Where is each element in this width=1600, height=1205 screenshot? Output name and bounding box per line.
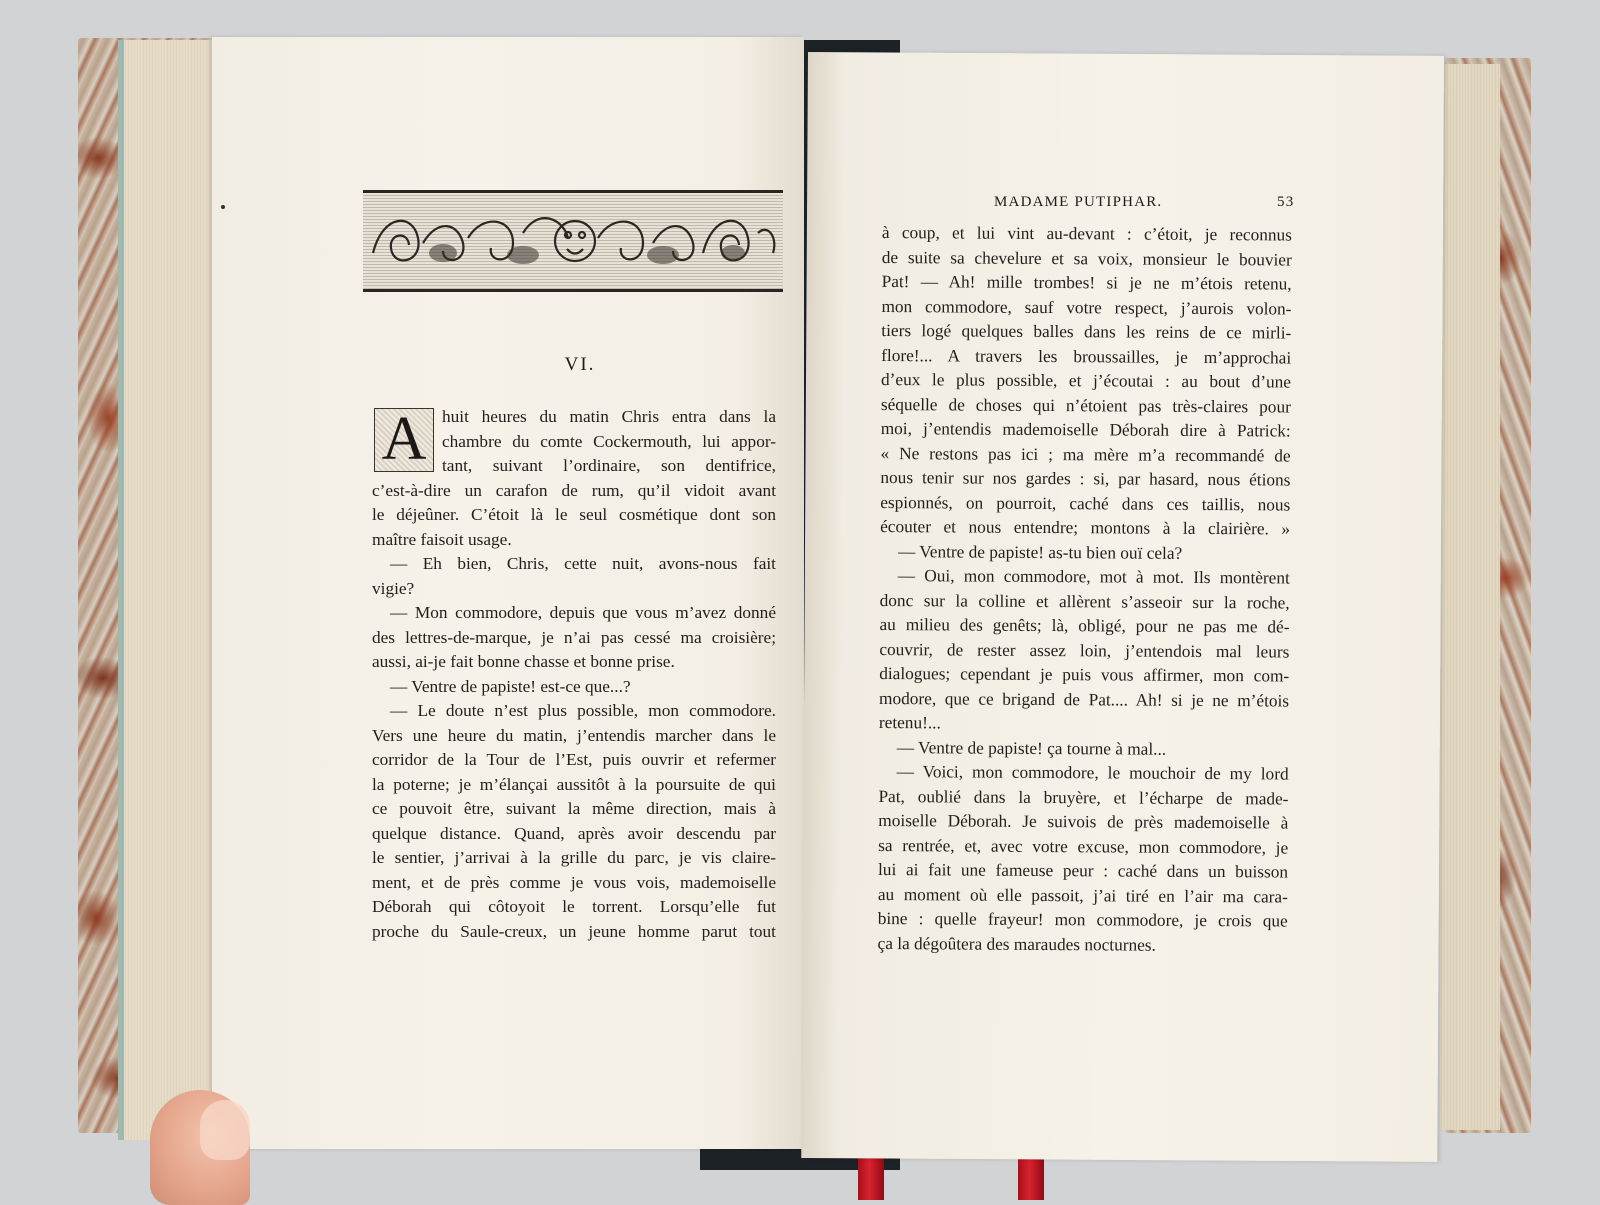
text-line: de suite sa chevelure et sa voix, monsieur le bouvier	[881, 247, 1292, 270]
text-line: — Mon commodore, depuis que vous m’avez donné	[390, 603, 776, 622]
text-line: — Eh bien, Chris, cette nuit, avons-nous fait	[390, 554, 776, 573]
text-line: — Ventre de papiste! ça tourne à mal...	[896, 737, 1167, 759]
right-page-text	[878, 221, 1292, 958]
text-line: à coup, et lui vint au-devant : c’étoit, je reconnus	[881, 222, 1292, 245]
text-line: écouter et nous entendre; montons à la clairière. »	[880, 516, 1291, 539]
text-line: c’est-à-dire un carafon de rum, qu’il vidoit avant	[372, 480, 776, 500]
text-line: aussi, ai-je fait bonne chasse et bonne prise.	[372, 652, 675, 671]
text-line: modore, que ce brigand de Pat.... Ah! si je ne m’étois	[879, 688, 1290, 710]
text-line: nous tenir sur nos gardes : si, par hasard, nous étions	[880, 467, 1291, 490]
text-line: Vers une heure du matin, j’entendis marcher dans le	[372, 725, 776, 745]
text-line: tant, suivant l’ordinaire, son dentifrice,	[442, 456, 776, 475]
text-line: — Le doute n’est plus possible, mon commodore.	[390, 701, 776, 720]
text-line: dialogues; cependant je puis vous affirmer, mon com-	[879, 663, 1290, 686]
text-line: bine : quelle frayeur! mon commodore, je crois que	[877, 908, 1288, 931]
chapter-number: VI.	[564, 354, 596, 375]
text-line: flore!... A travers les broussailles, je m’approchai	[881, 345, 1292, 368]
text-line: ça la dégoûtera des maraudes nocturnes.	[877, 933, 1156, 955]
text-line: moi, j’entendis mademoiselle Déborah dire à Patrick:	[880, 418, 1291, 441]
text-line: lui ai fait une fameuse peur : caché dans un buisson	[877, 859, 1289, 882]
text-line: couvrir, de rester assez loin, j’entendois mal leurs	[879, 639, 1290, 661]
text-line: mon commodore, sauf votre respect, j’aurois volon-	[881, 296, 1292, 319]
text-line: « Ne restons pas ici ; ma mère m’a recommandé de	[880, 443, 1291, 466]
text-line: des lettres-de-marque, je n’ai pas cessé ma croisière;	[372, 627, 776, 647]
text-line: la poterne; je m’élançai aussitôt à la poursuite de qui	[372, 774, 776, 794]
text-line: ment, et de près comme je vous vois, mademoiselle	[372, 872, 776, 892]
text-line: le sentier, j’arrivai à la grille du parc, je vis claire-	[372, 848, 776, 867]
text-line: séquelle de choses qui n’étoient pas très-claires pour	[880, 394, 1291, 417]
text-line: sa rentrée, et, avec votre excuse, mon commodore, je	[878, 835, 1289, 857]
text-line: moiselle Déborah. Je suivois de près mademoiselle à	[878, 810, 1289, 833]
page-edges-right	[1440, 64, 1500, 1130]
text-line: Pat! — Ah! mille trombes! si je ne m’étois retenu,	[881, 271, 1292, 294]
text-line: chambre du comte Cockermouth, lui appor-	[442, 431, 776, 451]
text-line: au milieu des genêts; là, obligé, pour ne pas me dé-	[879, 614, 1290, 637]
drop-cap-initial: A	[374, 408, 434, 472]
margin-mark	[221, 205, 225, 209]
text-line: — Ventre de papiste! est-ce que...?	[390, 676, 631, 696]
chapter-ornament-headpiece	[363, 190, 783, 292]
running-title: MADAME PUTIPHAR.	[994, 194, 1163, 210]
text-line: maître faisoit usage.	[372, 529, 512, 549]
text-line: tiers logé quelques balles dans les reins de ce mirli-	[881, 320, 1292, 343]
text-line: ce pouvoit être, suivant la même direction, mais à	[372, 799, 776, 818]
text-line: proche du Saule-creux, un jeune homme parut tout	[372, 921, 776, 941]
page-number: 53	[1277, 194, 1295, 210]
text-line: corridor de la Tour de l’Est, puis ouvrir et refermer	[372, 750, 776, 769]
text-line: donc sur la colline et allèrent s’asseoir sur la roche,	[879, 590, 1290, 612]
text-line: retenu!...	[878, 712, 941, 733]
text-line: espionnés, on pourroit, caché dans ces taillis, nous	[880, 492, 1291, 514]
text-line: le déjeûner. C’étoit là le seul cosmétique dont son	[372, 505, 776, 524]
text-line: Pat, oublié dans la bruyère, et l’écharpe de made-	[878, 786, 1289, 808]
page-edges-left	[118, 40, 224, 1140]
text-line: quelque distance. Quand, après avoir descendu par	[372, 823, 776, 843]
text-line: au moment où elle passoit, j’ai tiré en l’air ma cara-	[877, 884, 1288, 906]
text-line: d’eux le plus possible, et j’écoutai : au bout d’une	[880, 369, 1292, 392]
text-line: — Ventre de papiste! as-tu bien ouï cela?	[897, 541, 1183, 563]
text-line: vigie?	[372, 578, 415, 598]
text-line: huit heures du matin Chris entra dans la	[442, 407, 776, 426]
text-line: — Voici, mon commodore, le mouchoir de my lord	[896, 762, 1289, 784]
thumbnail-nail	[200, 1100, 250, 1160]
text-line: Déborah qui côtoyoit le torrent. Lorsqu’elle fut	[372, 897, 776, 916]
text-line: — Oui, mon commodore, mot à mot. Ils montèrent	[897, 566, 1290, 588]
left-page-text	[372, 405, 776, 944]
